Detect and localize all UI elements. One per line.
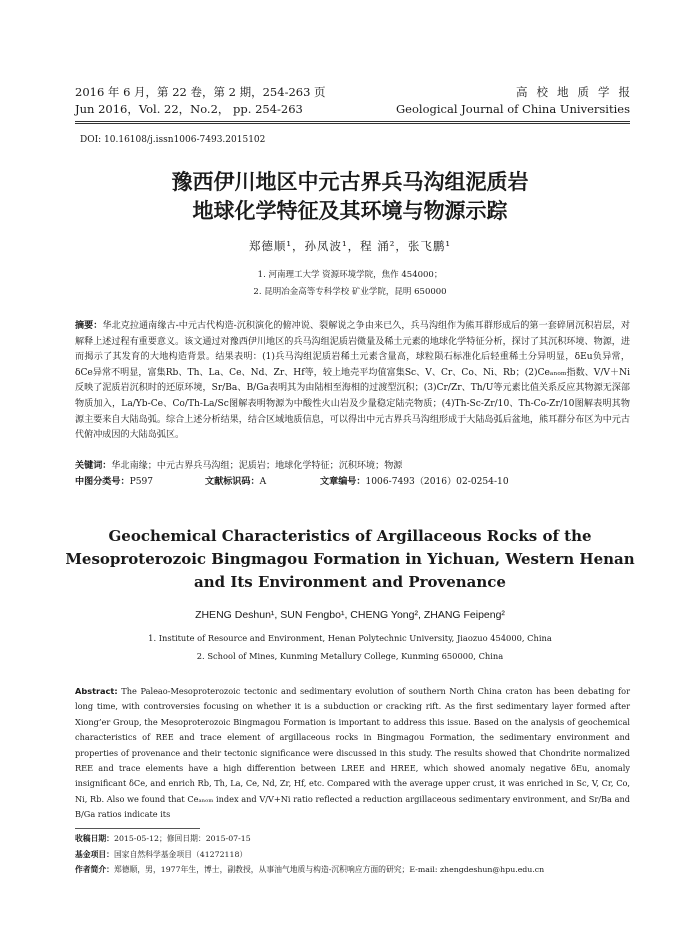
keywords-zh [75, 459, 630, 475]
header-rule-thin [75, 123, 630, 124]
footnote-dates-label: 收稿日期： [75, 834, 114, 843]
affiliation-zh-2: 2. 昆明冶金高等专科学校 矿业学院，昆明 650000 [253, 287, 447, 297]
doc-code [205, 475, 266, 491]
title-en-line2: Mesoproterozoic Bingmagou Formation in Yichuan, Western Henan [65, 550, 635, 568]
abstract-en-label: Abstract: [75, 686, 118, 696]
abstract-zh-label: 摘要： [75, 321, 103, 331]
doi[interactable]: DOI: 10.16108/j.issn1006-7493.2015102 [80, 135, 266, 145]
citation-en: Jun 2016，Vol. 22，No.2， pp. 254-263 [75, 102, 303, 116]
doc-value: A [259, 477, 267, 487]
title-en-line1: Geochemical Characteristics of Argillaceous Rocks of the [108, 527, 592, 545]
article-value: 1006-7493（2016）02-0254-10 [365, 477, 509, 487]
abstract-en [75, 684, 630, 823]
title-zh-line1: 豫西伊川地区中元古界兵马沟组泥质岩 [171, 170, 529, 194]
title-zh [0, 168, 700, 226]
title-en [0, 525, 700, 594]
article-number [320, 475, 509, 491]
journal-name-en: Geological Journal of China Universities [395, 102, 630, 116]
footnote-fund [75, 849, 635, 861]
footnote-dates [75, 833, 635, 845]
footnote-rule [75, 828, 200, 829]
clc-value: P597 [129, 477, 154, 487]
footnote-fund-text: 国家自然科学基金项目（41272118） [113, 850, 248, 859]
footnote-author [75, 864, 635, 876]
abstract-zh [75, 319, 630, 444]
article-label: 文章编号： [320, 477, 366, 487]
clc-number [75, 475, 153, 491]
doc-label: 文献标识码： [205, 477, 260, 487]
abstract-zh-text: 华北克拉通南缘古-中元古代构造-沉积演化的俯冲说、裂解说之争由来已久，兵马沟组作为熊耳群形成后的第一套碎屑沉积岩层，对解释上述过程有重要意义。该文通过对豫西伊川地区的兵马沟组泥质岩微量及稀土元素的地球化学特征分析，探讨了其沉积环境、物源，进而揭示了其发育的大地构造背景。结果表明：(1)兵马沟组泥质岩稀土元素含量高，球粒陨石标准化后轻重稀土分异明显，δEu负异常，δCe异常不明显，富集Rb、Th、La、Ce、Nd、Zr、Hf等，较上地壳平均值富集Sc、V、Cr、Co、Ni、Rb；(2)Ceₐₙₒₘ指数、V/V＋Ni反映了泥质岩沉积时的还原环境，Sr/Ba、B/Ga表明其为由陆相至海相的过渡型沉积；(3)Cr/Zr、Th/U等元素比值关系反应其物源无深部物质加入，La/Yb-Ce、Co/Th-La/Sc图解表明物源为中酸性火山岩及少量稳定陆壳物质；(4)Th-Sc-Zr/10、Th-Co-Zr/10图解表明其物源主要来自大陆岛弧。综合上述分析结果，结合区域地质信息，可以得出中元古界兵马沟组形成于大陆岛弧后盆地，熊耳群分布区为中元古代俯冲成因的大陆岛弧区。 [75, 321, 630, 441]
abstract-en-text: The Paleao-Mesoproterozoic tectonic and sedimentary evolution of southern North China craton has been debating for long time, with controversies focusing on whether it is a subduction or cracking rift. As the first sedimentary layer formed after Xiong’er Group, the Mesoproterozoic Bingmagou Formation is important to address this issue. Based on the analysis of geochemical characteristics of REE and trace element of argillaceous rocks in Bingmagou Formation, the sedimentary environment and properties of provenance and their tectonic significance were discussed in this study. The results showed that Chondrite normalized REE and trace elements have a high differention between LREE and HREE, which showed anomaly negative δEu, anomaly insignificant δCe, and enrich Rb, Th, La, Ce, Nd, Zr, Hf, etc. Compared with the average upper crust, it was enriched in Sc, V, Cr, Co, Ni, Rb. Also we found that Ceₐₙₒₘ index and V/V+Ni ratio reflected a reduction argillaceous sedimentary environment, and Sr/Ba and B/Ga ratios indicate its [75, 686, 630, 820]
title-en-line3: and Its Environment and Provenance [194, 573, 506, 591]
journal-name-zh: 高校地质学报 [516, 85, 639, 99]
affiliation-en-1: 1. Institute of Resource and Environment, Henan Polytechnic University, Jiaozuo 454000, China [148, 633, 552, 643]
footnote-author-label: 作者简介： [75, 865, 114, 874]
keywords-zh-text: 华北南缘；中元古界兵马沟组；泥质岩；地球化学特征；沉积环境；物源 [111, 461, 403, 471]
header-rule [75, 121, 630, 122]
affiliation-zh-1: 1. 河南理工大学 资源环境学院，焦作 454000； [257, 270, 443, 280]
footnote-author-text: 郑德顺，男，1977年生，博士，副教授，从事油气地质与构造-沉积响应方面的研究；E-mail: zhengdeshun@hpu.edu.cn [113, 865, 545, 874]
citation-zh: 2016 年 6 月，第 22 卷，第 2 期，254-263 页 [75, 85, 326, 99]
keywords-zh-label: 关键词： [75, 461, 112, 471]
title-zh-line2: 地球化学特征及其环境与物源示踪 [192, 199, 508, 223]
affiliation-en-2: 2. School of Mines, Kunming Metallury College, Kunming 650000, China [196, 651, 504, 661]
footnote-fund-label: 基金项目： [75, 850, 114, 859]
clc-label: 中图分类号： [75, 477, 130, 487]
authors-en: ZHENG Deshun¹, SUN Fengbo¹, CHENG Yong², ZHANG Feipeng² [195, 609, 505, 621]
journal-name [395, 84, 639, 118]
journal-citation [75, 84, 326, 118]
authors-zh: 郑德顺¹，孙凤波¹，程 涌²，张飞鹏¹ [248, 239, 452, 253]
footnote-dates-text: 2015-05-12；修回日期：2015-07-15 [113, 834, 251, 843]
